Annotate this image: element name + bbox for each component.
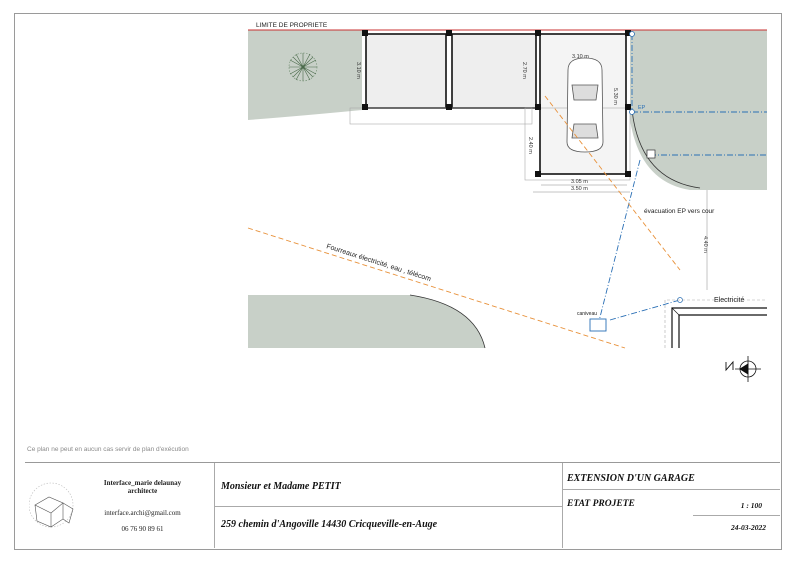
dim-label: 3.10 m (572, 54, 589, 60)
dim-label: 2.40 m (527, 137, 533, 154)
project-cell (563, 463, 780, 548)
electricite-label: Electricité (714, 297, 745, 304)
project-title: EXTENSION D'UN GARAGE (567, 473, 695, 484)
client-name: Monsieur et Madame PETIT (221, 481, 341, 492)
tree-icon (289, 53, 317, 81)
north-arrow-icon (726, 356, 761, 382)
property-limit-label: LIMITE DE PROPRIETE (256, 22, 328, 29)
disclaimer-text: Ce plan ne peut en aucun cas servir de plan d'exécution (27, 446, 189, 453)
title-block (25, 462, 780, 548)
divider (693, 515, 780, 516)
client-address: 259 chemin d'Angoville 14430 Cricqueville-en-Auge (221, 519, 438, 530)
project-state: ETAT PROJETE (567, 499, 635, 509)
car-icon (567, 58, 603, 152)
divider (563, 489, 780, 490)
architect-logo (29, 475, 89, 535)
fourreaux-label: Fourreaux électricité, eau , télécom (325, 243, 432, 284)
dim-label: 3.50 m (571, 186, 588, 192)
project-scale: 1 : 100 (740, 501, 762, 510)
architect-name (85, 479, 200, 495)
caniveau-icon (590, 319, 606, 331)
dim-label: 3.10 m (355, 62, 361, 79)
lawn-east (630, 30, 767, 190)
dim-label: 2.70 m (521, 62, 527, 79)
client-cell (215, 463, 563, 548)
caniveau-label: caniveau (577, 311, 598, 317)
dim-label: 3.05 m (571, 179, 588, 185)
project-date: 24-03-2022 (731, 523, 766, 532)
architect-email: interface.archi@gmail.com (104, 509, 181, 517)
architect-phone: 06 76 90 89 61 (121, 525, 164, 533)
lawn-south (248, 295, 485, 348)
dim-label: 4.40 m (702, 236, 708, 253)
divider (215, 506, 563, 507)
architect-role: architecte (127, 487, 158, 495)
ep-label: EP (638, 105, 646, 111)
dim-label: 5.30 m (612, 88, 618, 105)
architect-cell (25, 463, 215, 548)
evacuation-label: évacuation EP vers cour (644, 208, 715, 215)
lawn-north (248, 30, 362, 120)
architect-name-line: Interface_marie delaunay (103, 479, 182, 487)
existing-house (665, 300, 767, 348)
